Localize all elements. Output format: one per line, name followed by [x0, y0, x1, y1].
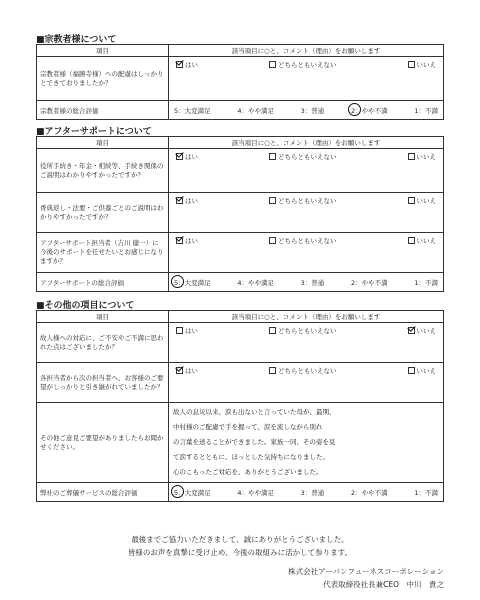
checkbox-icon	[176, 61, 183, 68]
option-yes-checked[interactable]: はい	[176, 366, 198, 375]
checkbox-icon	[269, 153, 276, 160]
checkbox-icon	[176, 197, 183, 204]
rating-aftersupport: 5：大変満足 4：やや満足 3：普通 2：やや不満 1：不満	[174, 278, 438, 287]
header-item: 項目	[37, 137, 169, 149]
comment-line: 中村様のご配慮で手を握って、涙を流しながら別れ	[173, 423, 323, 431]
checkbox-icon	[408, 197, 415, 204]
rating-circled: 5：大変満足	[174, 278, 211, 287]
total-aftersupport-label: アフターサポートの総合評価	[37, 273, 169, 292]
checkbox-icon	[408, 153, 415, 160]
question-religious-care: 宗教者様（福勝寺様）への配慮はしっかりとできておりましたか？	[37, 57, 169, 101]
comment-line: 故人の息災以来、涙も出ないと言っていた母が、最期、	[173, 408, 336, 416]
question-support-staff: アフターサポート担当者（吉川 健一）に今後のサポートを任せたいとお感じになりますか？	[37, 233, 169, 273]
checkbox-icon	[408, 237, 415, 244]
option-yes-checked[interactable]: はい	[176, 152, 198, 161]
checkbox-icon	[269, 237, 276, 244]
rating-circled: 5：大変満足	[174, 488, 211, 497]
header-instruction: 該当項目に○と、コメント（理由）をお願いします	[169, 137, 444, 149]
option-no[interactable]: いいえ	[408, 366, 437, 375]
checkbox-icon	[408, 367, 415, 374]
total-religious-label: 宗教者様の総合評価	[37, 101, 169, 120]
checkbox-icon	[269, 367, 276, 374]
option-yes-checked[interactable]: はい	[176, 236, 198, 245]
checkbox-icon	[269, 327, 276, 334]
question-procedures: 役所手続き・年金・相続等、手続き関係のご説明はわかりやすかったですか？	[37, 149, 169, 193]
question-comments: その他ご意見ご要望がありましたらお聞かせください。	[37, 403, 169, 483]
question-handover: 各担当者から次の担当者へ、お客様のご要望がしっかりと引き継がれていましたか？	[37, 363, 169, 403]
option-yes-checked[interactable]: はい	[176, 196, 198, 205]
section-title-religious: ■宗教者様について	[36, 35, 117, 45]
rating-circled: 2：やや不満	[350, 106, 388, 115]
header-instruction: 該当項目に○と、コメント（理由）をお願いします	[169, 45, 444, 57]
company-name: 株式会社アーバンフューネスコーポレーション	[288, 567, 444, 576]
option-no-checked[interactable]: いいえ	[408, 326, 437, 335]
option-no[interactable]: いいえ	[408, 196, 437, 205]
aftersupport-table	[36, 136, 444, 292]
question-deceased-care: 故人様への対応に、ご不安やご不満に思われた点はございましたか？	[37, 323, 169, 363]
option-neither[interactable]: どちらともいえない	[269, 366, 337, 375]
option-neither[interactable]: どちらともいえない	[269, 196, 337, 205]
comment-line: 心のこもったご対応を、ありがとうございました。	[173, 468, 323, 476]
option-neither[interactable]: どちらともいえない	[269, 152, 337, 161]
religious-table	[36, 44, 444, 120]
header-instruction: 該当項目に○と、コメント（理由）をお願いします	[169, 311, 444, 323]
checkbox-icon	[176, 327, 183, 334]
other-table	[36, 310, 444, 502]
option-neither[interactable]: どちらともいえない	[269, 326, 337, 335]
option-no[interactable]: いいえ	[408, 152, 437, 161]
rating-service: 5：大変満足 4：やや満足 3：普通 2：やや不満 1：不満	[174, 488, 438, 497]
checkbox-icon	[176, 153, 183, 160]
checkbox-icon	[176, 367, 183, 374]
checkbox-icon	[269, 197, 276, 204]
option-no[interactable]: いいえ	[408, 236, 437, 245]
rating-religious: 5：大変満足 4：やや満足 3：普通 2：やや不満 1：不満	[174, 106, 438, 115]
section-title-aftersupport: ■アフターサポートについて	[36, 127, 152, 137]
checkbox-icon	[176, 237, 183, 244]
thanks-line-2: 皆様のお声を真摯に受け止め、今後の取組みに活かして参ります。	[127, 548, 353, 557]
checkbox-icon	[269, 61, 276, 68]
total-service-label: 弊社のご葬儀サービスの総合評価	[37, 483, 169, 502]
checkbox-icon	[408, 61, 415, 68]
header-item: 項目	[37, 311, 169, 323]
option-yes[interactable]: はい	[176, 326, 198, 335]
comment-line: の言葉を送ることができました。家族一同、その姿を見	[173, 438, 336, 446]
option-no[interactable]: いいえ	[408, 60, 437, 69]
handwritten-comment	[169, 403, 444, 483]
comment-line: て涙するとともに、ほっとした気持ちになりました。	[173, 453, 329, 461]
checkbox-icon	[408, 327, 415, 334]
thanks-line-1: 最後までご協力いただきまして、誠にありがとうございました。	[131, 535, 349, 544]
ceo-name: 代表取締役社長兼CEO 中川 貴之	[323, 580, 444, 589]
question-memorial: 香典返し・法要・ご供養ごとのご説明はわかりやすかったですか？	[37, 193, 169, 233]
option-yes-checked[interactable]: はい	[176, 60, 198, 69]
option-neither[interactable]: どちらともいえない	[269, 60, 337, 69]
option-neither[interactable]: どちらともいえない	[269, 236, 337, 245]
header-item: 項目	[37, 45, 169, 57]
section-title-other: ■その他の項目について	[36, 301, 135, 311]
